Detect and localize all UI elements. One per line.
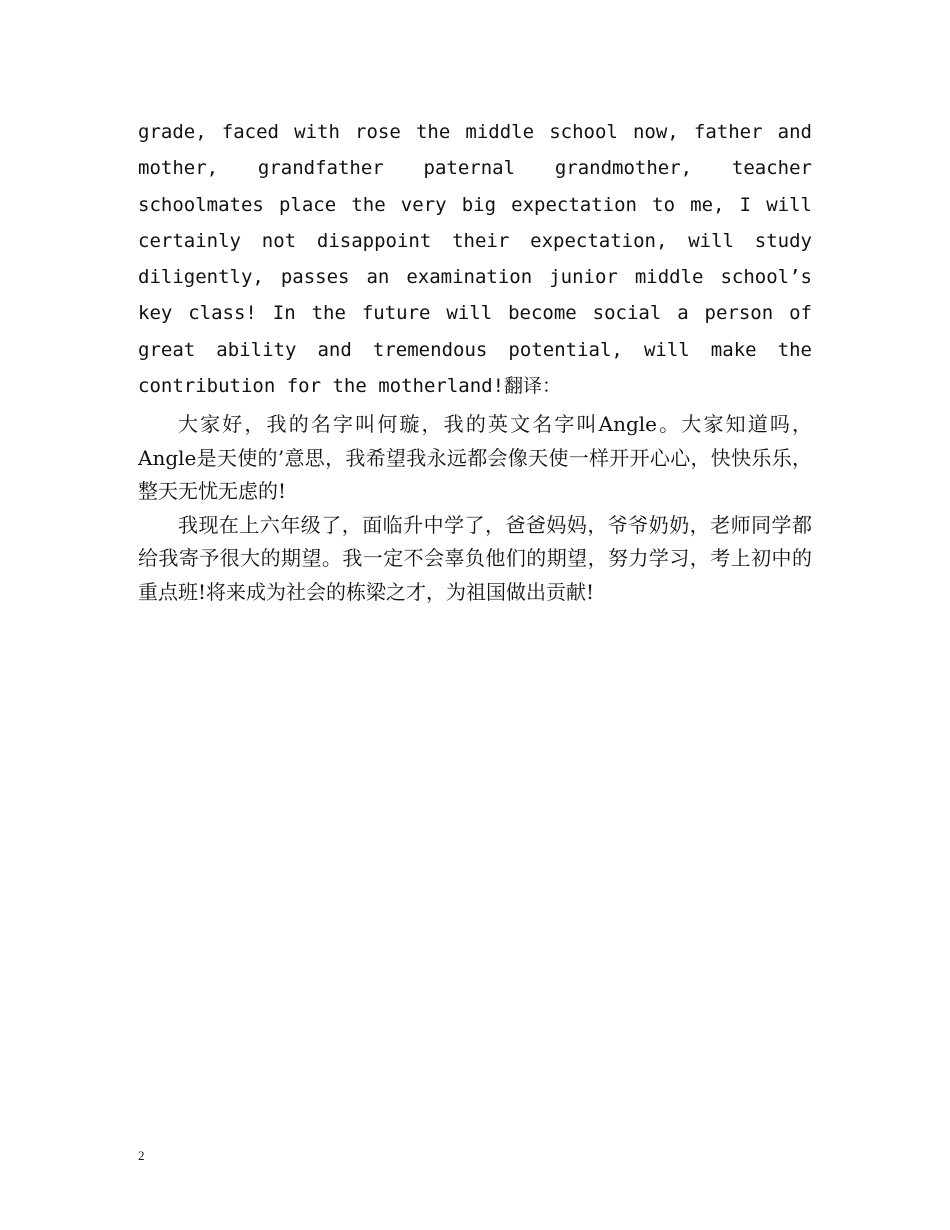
chinese-paragraph-1: 大家好，我的名字叫何璇，我的英文名字叫Angle。大家知道吗，Angle是天使的’意思，我希望我永远都会像天使一样开开心心，快快乐乐，整天无忧无虑的!: [138, 412, 812, 504]
english-text: grade, faced with rose the middle school now, father and mother, grandfather paternal grandmother, teacher schoolmates place the very big expectation to me, I will certainly not disappoint their expectation, will study diligently, passes an examination junior middle school’s key class! In the future will become social a person of great ability and tremendous potential, will make the contribution for the motherland!: [138, 121, 812, 398]
translation-label: 翻译：: [504, 375, 562, 398]
document-body: [138, 114, 812, 609]
page-number: 2: [138, 1148, 145, 1163]
english-paragraph: [138, 114, 812, 404]
chinese-paragraph-2: 我现在上六年级了，面临升中学了，爸爸妈妈，爷爷奶奶，老师同学都给我寄予很大的期望。我一定不会辜负他们的期望，努力学习，考上初中的重点班!将来成为社会的栋梁之才，为祖国做出贡献!: [138, 512, 812, 604]
